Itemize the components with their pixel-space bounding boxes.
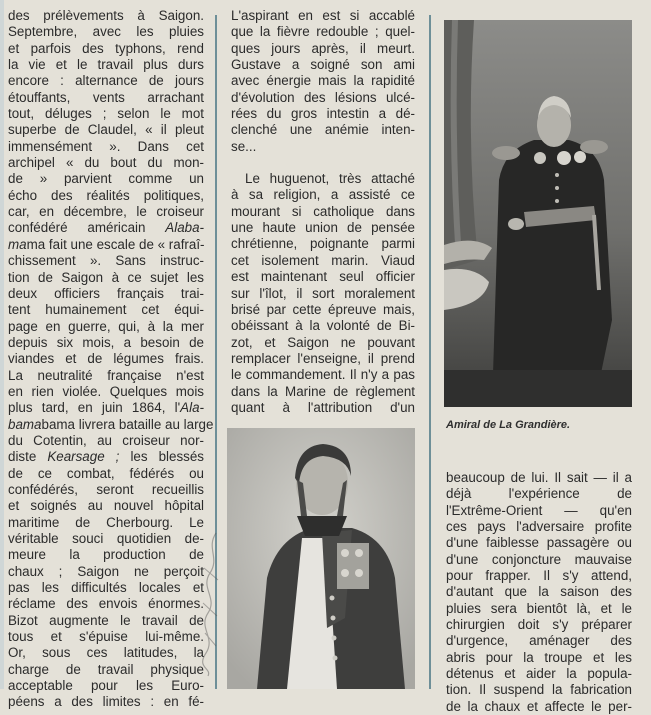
- text-line: L'aspirant en est si accablé: [231, 8, 415, 23]
- text-line: déjà l'expérience de: [446, 486, 632, 502]
- text-column-2: [231, 8, 415, 416]
- column-divider: [429, 15, 431, 689]
- text-line: d'urgence, aménager des: [446, 633, 632, 649]
- text-line: Gustave a soigné son ami: [231, 57, 415, 73]
- text-line: en rien violée. Quelques mois: [8, 383, 204, 399]
- ship-name-alabama-2: Ala-: [180, 400, 204, 416]
- text-line: à sa religion, a assisté ce: [231, 187, 415, 203]
- text-line: des prélèvements à Saigon.: [8, 8, 204, 23]
- text-line: que la fièvre redouble ; quel-: [231, 24, 415, 40]
- text-line: sur l'îlot, il sort moralement: [231, 285, 415, 301]
- text-line-alabama: [8, 220, 204, 236]
- text-fragment: plus tard, en juin 1864, l': [8, 400, 181, 416]
- text-line: avec énergie mais la rapidité: [231, 73, 415, 89]
- text-line: d'une conjoncture mauvaise: [446, 551, 632, 567]
- text-line: réclame des envois énormes.: [8, 596, 204, 612]
- text-line: Bizot augmente le travail de: [8, 612, 204, 628]
- text-line: chaux ; Saigon ne perçoit: [8, 563, 204, 579]
- text-fragment: diste: [8, 449, 48, 465]
- text-line: zot, et Saigon ne pouvant: [231, 334, 415, 350]
- text-line: viandes et de légumes frais.: [8, 351, 204, 367]
- photo-caption: Amiral de La Grandière.: [446, 419, 571, 431]
- text-line: obéissant à la volonté de Bi-: [231, 318, 415, 334]
- text-line: du Cotentin, au croiseur nor-: [8, 432, 204, 448]
- text-line: ces pays l'adversaire profite: [446, 519, 632, 535]
- text-line: brisé par cette épreuve mais,: [231, 301, 415, 317]
- text-line: de la chaux et affecte le per-: [446, 698, 632, 714]
- text-line: clenché une anémie inten-: [231, 122, 415, 138]
- text-fragment: les blessés: [119, 449, 204, 465]
- text-line: véritable souci quotidien de-: [8, 531, 204, 546]
- text-line: meure la production de: [8, 547, 204, 563]
- text-line: écho des réalités politiques,: [8, 187, 204, 203]
- text-line: Le huguenot, très attaché: [245, 171, 415, 187]
- text-line: chirurgien doit s'y préparer: [446, 617, 632, 633]
- text-line: depuis six mois, a besoin de: [8, 334, 204, 350]
- text-line-alabama-2-cont: [8, 416, 214, 433]
- text-line: le commandement. Il n'y a pas: [231, 367, 415, 383]
- text-line: page en guerre, qui, à la mer: [8, 318, 204, 334]
- text-line: d'autant que la saison des: [446, 584, 632, 600]
- text-line: est maintenant seul officier: [231, 269, 415, 285]
- text-line: La neutralité française n'est: [8, 367, 204, 383]
- text-line: Or, sous ces latitudes, la: [8, 645, 204, 661]
- text-fragment: confédéré américain: [8, 220, 166, 236]
- text-line: se...: [231, 138, 257, 154]
- text-line: maritime de Cherbourg. Le: [8, 514, 204, 530]
- ship-name-alabama-end: ma: [8, 236, 27, 252]
- text-line: de ce combat, fédérés ou: [8, 465, 204, 481]
- text-line: tent humainement cet équi-: [8, 302, 204, 318]
- ship-name-kearsage: Kearsage ;: [47, 449, 120, 465]
- text-line: dans la Marine de règlement: [231, 383, 415, 399]
- text-line: remplacer l'enseigne, il prend: [231, 350, 415, 366]
- text-fragment: bama livrera bataille au large: [41, 416, 214, 432]
- text-line: abris pour la troupe et les: [446, 649, 632, 665]
- text-line: ques jours après, il meurt.: [231, 40, 415, 56]
- text-line: détenus et aider la popula-: [446, 666, 632, 682]
- ship-name-alabama-2-end: bama: [8, 416, 42, 432]
- portrait-photo-officer: [227, 428, 415, 689]
- text-line: et parfois des typhons, rend: [8, 40, 204, 56]
- text-line: d'évolution des lésions ulcé-: [231, 89, 415, 105]
- text-line: cet isolement marin. Viaud: [231, 252, 415, 268]
- text-line: charge de travail physique: [8, 661, 204, 677]
- text-line: étouffants, vents arrachant: [8, 89, 204, 105]
- text-column-1: [8, 8, 214, 711]
- text-line: immensément ». Dans cet: [8, 138, 204, 154]
- text-line: péens a des limites : en fé-: [8, 694, 204, 710]
- text-line: pour frapper. Il s'y attend,: [446, 568, 632, 584]
- text-line: une haute union de pensée: [231, 220, 415, 236]
- text-column-3: [446, 470, 632, 715]
- text-line: car, en décembre, le croiseur: [8, 204, 204, 220]
- text-line: l'Extrême-Orient — qu'en: [446, 502, 632, 518]
- text-line: tion de Saigon à ce sujet les: [8, 269, 204, 285]
- text-line: encore : alternance de jours: [8, 73, 204, 89]
- text-line: tion. Il suspend la fabrication: [446, 682, 632, 698]
- pencil-annotation: [198, 528, 224, 678]
- text-line: mourant si catholique dans: [231, 203, 415, 219]
- text-line: deux officiers français trai-: [8, 285, 204, 301]
- portrait-photo-amiral: [444, 20, 632, 407]
- text-line: quant à l'attribution d'un: [231, 399, 415, 415]
- text-line: Septembre, avec les pluies: [8, 24, 204, 40]
- text-line: de » parvient comme un: [8, 171, 204, 187]
- text-line: la vie et le travail plus durs: [8, 57, 204, 73]
- text-line: archipel « du bout du mon-: [8, 155, 204, 171]
- text-line: acceptable pour les Euro-: [8, 678, 204, 694]
- text-line: rées du gros intestin a dé-: [231, 106, 415, 122]
- text-line-kearsage: [8, 449, 204, 465]
- text-line: pluies sera bientôt là, et le: [446, 600, 632, 616]
- text-fragment: ma fait une escale de « rafraî-: [26, 236, 205, 252]
- ship-name-alabama: Alaba-: [165, 220, 204, 236]
- text-line: confédérés, seront recueillis: [8, 481, 204, 497]
- text-line: superbe de Claudel, « il pleut: [8, 122, 204, 138]
- text-line-alabama-cont: [8, 237, 204, 253]
- text-line: beaucoup de lui. Il sait — il a: [446, 470, 632, 485]
- text-line: tout, déluges ; selon le mot: [8, 106, 204, 122]
- text-line: chrétienne, poignante parmi: [231, 236, 415, 252]
- text-line: pas les difficultés locales et: [8, 580, 204, 596]
- text-line: chissement ». Sans instruc-: [8, 253, 204, 269]
- page-edge: [0, 0, 4, 689]
- text-line: d'une faiblesse passagère ou: [446, 535, 632, 551]
- text-line-alabama-2: [8, 400, 204, 416]
- text-line: et soignés au nouvel hôpital: [8, 498, 204, 514]
- text-line: tous et s'épuise lui-même.: [8, 629, 204, 645]
